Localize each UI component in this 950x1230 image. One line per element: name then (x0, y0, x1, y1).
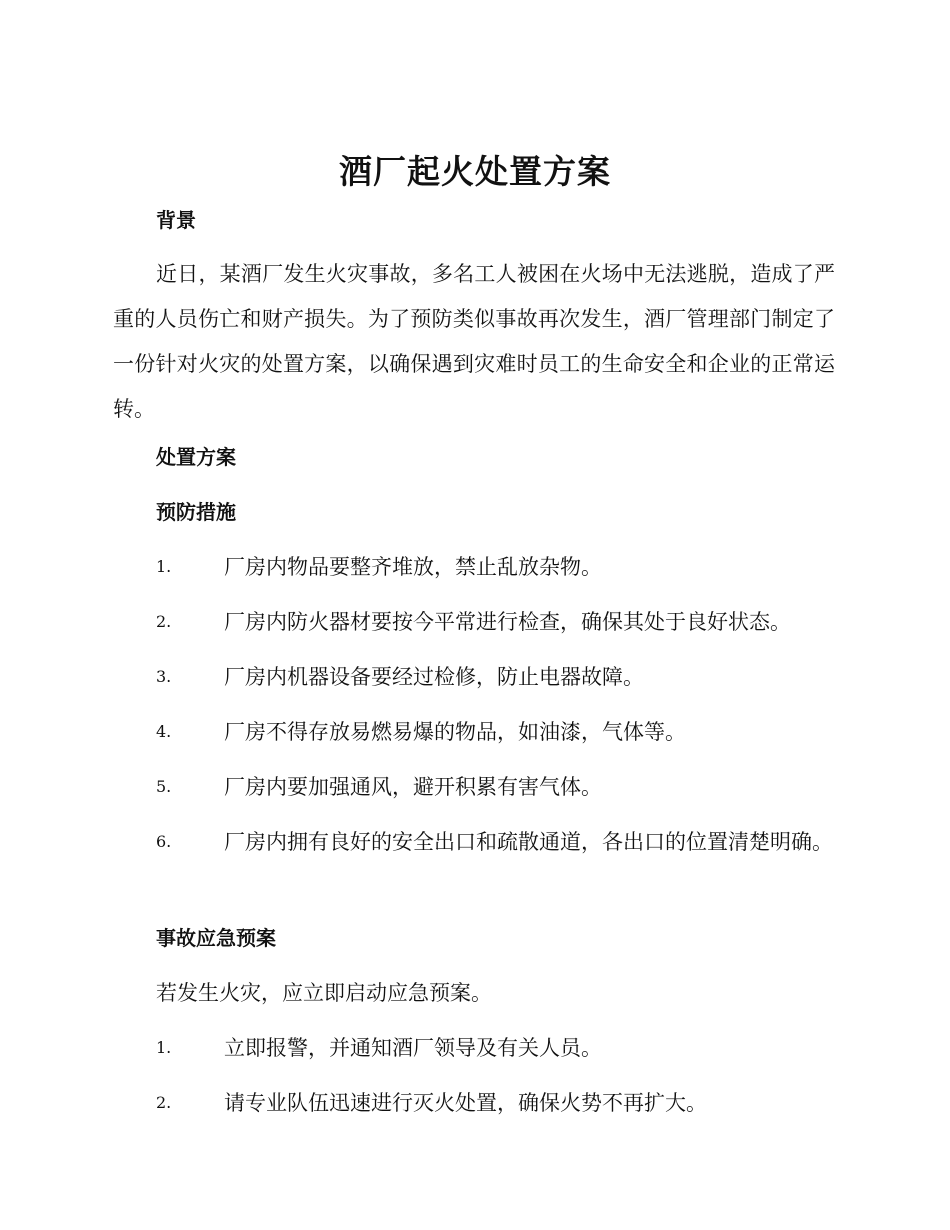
background-paragraph: 近日，某酒厂发生火灾事故，多名工人被困在火场中无法逃脱，造成了严重的人员伤亡和财产损失。为了预防类似事故再次发生，酒厂管理部门制定了一份针对火灾的处置方案，以确保遇到灾难时员工的生命安全和企业的正常运转。 (113, 262, 835, 421)
emergency-item (113, 1033, 835, 1071)
list-number: 3. (156, 667, 172, 686)
list-item-text: 立即报警，并通知酒厂领导及有关人员。 (224, 1036, 602, 1060)
prevention-item (113, 772, 835, 810)
list-item-text: 厂房不得存放易燃易爆的物品，如油漆，气体等。 (224, 720, 686, 744)
list-item-text: 厂房内防火器材要按今平常进行检查，确保其处于良好状态。 (224, 610, 791, 634)
list-item-text: 厂房内物品要整齐堆放，禁止乱放杂物。 (224, 555, 602, 579)
background-heading: 背景 (156, 208, 196, 232)
prevention-heading: 预防措施 (156, 500, 236, 524)
list-item-text: 厂房内要加强通风，避开积累有害气体。 (224, 775, 602, 799)
prevention-item (113, 552, 835, 590)
prevention-item (113, 827, 835, 865)
emergency-heading: 事故应急预案 (156, 926, 276, 950)
list-number: 1. (156, 1038, 172, 1057)
list-number: 4. (156, 722, 172, 741)
prevention-item (113, 607, 835, 645)
list-item-text: 厂房内机器设备要经过检修，防止电器故障。 (224, 665, 644, 689)
list-item-text: 厂房内拥有良好的安全出口和疏散通道，各出口的位置清楚明确。 (224, 830, 833, 854)
emergency-intro: 若发生火灾，应立即启动应急预案。 (156, 981, 492, 1005)
emergency-item (113, 1088, 835, 1126)
list-number: 2. (156, 612, 172, 631)
list-number: 2. (156, 1093, 172, 1112)
prevention-item (113, 662, 835, 700)
list-number: 5. (156, 777, 172, 796)
plan-heading: 处置方案 (156, 445, 236, 469)
list-number: 6. (156, 832, 172, 851)
list-item-text: 请专业队伍迅速进行灭火处置，确保火势不再扩大。 (224, 1091, 707, 1115)
list-number: 1. (156, 557, 172, 576)
document-title: 酒厂起火处置方案 (339, 152, 611, 191)
prevention-item (113, 717, 835, 755)
